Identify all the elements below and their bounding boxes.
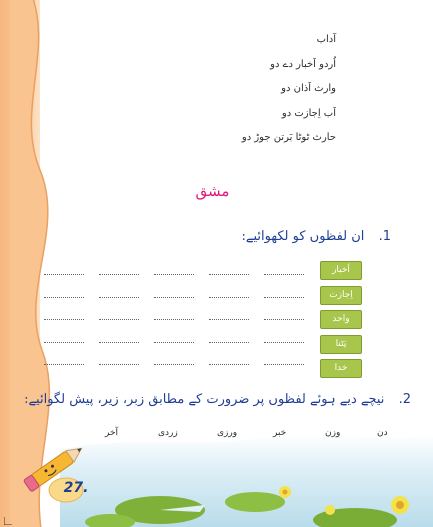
blank-writing-line[interactable] xyxy=(44,342,84,343)
question-2-number: 2. xyxy=(398,392,411,407)
blank-writing-line[interactable] xyxy=(209,297,249,298)
blank-writing-line[interactable] xyxy=(99,342,139,343)
question-2-word-row xyxy=(95,428,395,444)
blank-writing-line[interactable] xyxy=(44,297,84,298)
word-list-line: اُردو اَخبار دے دو xyxy=(270,58,336,70)
word-list-line: وارث اَذان دو xyxy=(281,83,336,95)
blank-writing-line[interactable] xyxy=(154,297,194,298)
diacritic-word: ورزی xyxy=(217,428,238,438)
blank-writing-line[interactable] xyxy=(44,364,84,365)
writing-practice-grid xyxy=(44,261,314,374)
blank-writing-line[interactable] xyxy=(264,274,304,275)
question-1-title xyxy=(242,229,392,244)
word-pill-column xyxy=(320,261,362,384)
blank-writing-line[interactable] xyxy=(44,274,84,275)
diacritic-word: وزن xyxy=(325,428,341,438)
blank-writing-line[interactable] xyxy=(264,297,304,298)
word-list-line: حارث ٹوٹا بَرتن جوڑ دو xyxy=(241,132,336,144)
blank-writing-line[interactable] xyxy=(99,319,139,320)
blank-writing-line[interactable] xyxy=(99,274,139,275)
word-pill: خدا xyxy=(320,359,362,378)
reading-word-list xyxy=(116,28,336,151)
question-2-text: نیچے دیے ہوئے لفظوں پر ضرورت کے مطابق زبر، زیر، پیش لگوائیے: xyxy=(24,392,385,407)
blank-writing-line[interactable] xyxy=(209,319,249,320)
word-pill: واحد xyxy=(320,310,362,329)
blank-writing-line[interactable] xyxy=(154,364,194,365)
blank-writing-line[interactable] xyxy=(99,297,139,298)
blank-writing-line[interactable] xyxy=(209,342,249,343)
question-1-text: ان لفظوں کو لکھوائیے: xyxy=(241,229,365,244)
blank-writing-line[interactable] xyxy=(154,319,194,320)
blank-writing-line[interactable] xyxy=(154,274,194,275)
writing-row xyxy=(44,284,314,301)
writing-row xyxy=(44,261,314,278)
question-1-number: 1. xyxy=(378,229,391,244)
blank-writing-line[interactable] xyxy=(264,364,304,365)
blank-writing-line[interactable] xyxy=(154,342,194,343)
question-2-title xyxy=(24,392,411,407)
blank-writing-line[interactable] xyxy=(209,274,249,275)
page-number: 27. xyxy=(63,480,89,496)
exercise-heading: مشق xyxy=(195,182,230,200)
blank-writing-line[interactable] xyxy=(264,319,304,320)
word-pill: پَٹنا xyxy=(320,335,362,354)
word-list-line: آداب xyxy=(316,34,336,45)
blank-writing-line[interactable] xyxy=(264,342,304,343)
diacritic-word: زردی xyxy=(158,428,178,438)
word-list-line: اَب اِجازت دو xyxy=(281,107,336,119)
writing-row xyxy=(44,329,314,346)
diacritic-word: دن xyxy=(377,428,388,438)
crop-corner-mark xyxy=(4,517,12,525)
blank-writing-line[interactable] xyxy=(209,364,249,365)
blank-writing-line[interactable] xyxy=(99,364,139,365)
writing-row xyxy=(44,351,314,368)
blank-writing-line[interactable] xyxy=(44,319,84,320)
diacritic-word: آخر xyxy=(105,428,119,438)
word-pill: اَخبار xyxy=(320,261,362,280)
word-pill: اِجازت xyxy=(320,286,362,305)
writing-row xyxy=(44,306,314,323)
diacritic-word: خبر xyxy=(273,428,287,438)
